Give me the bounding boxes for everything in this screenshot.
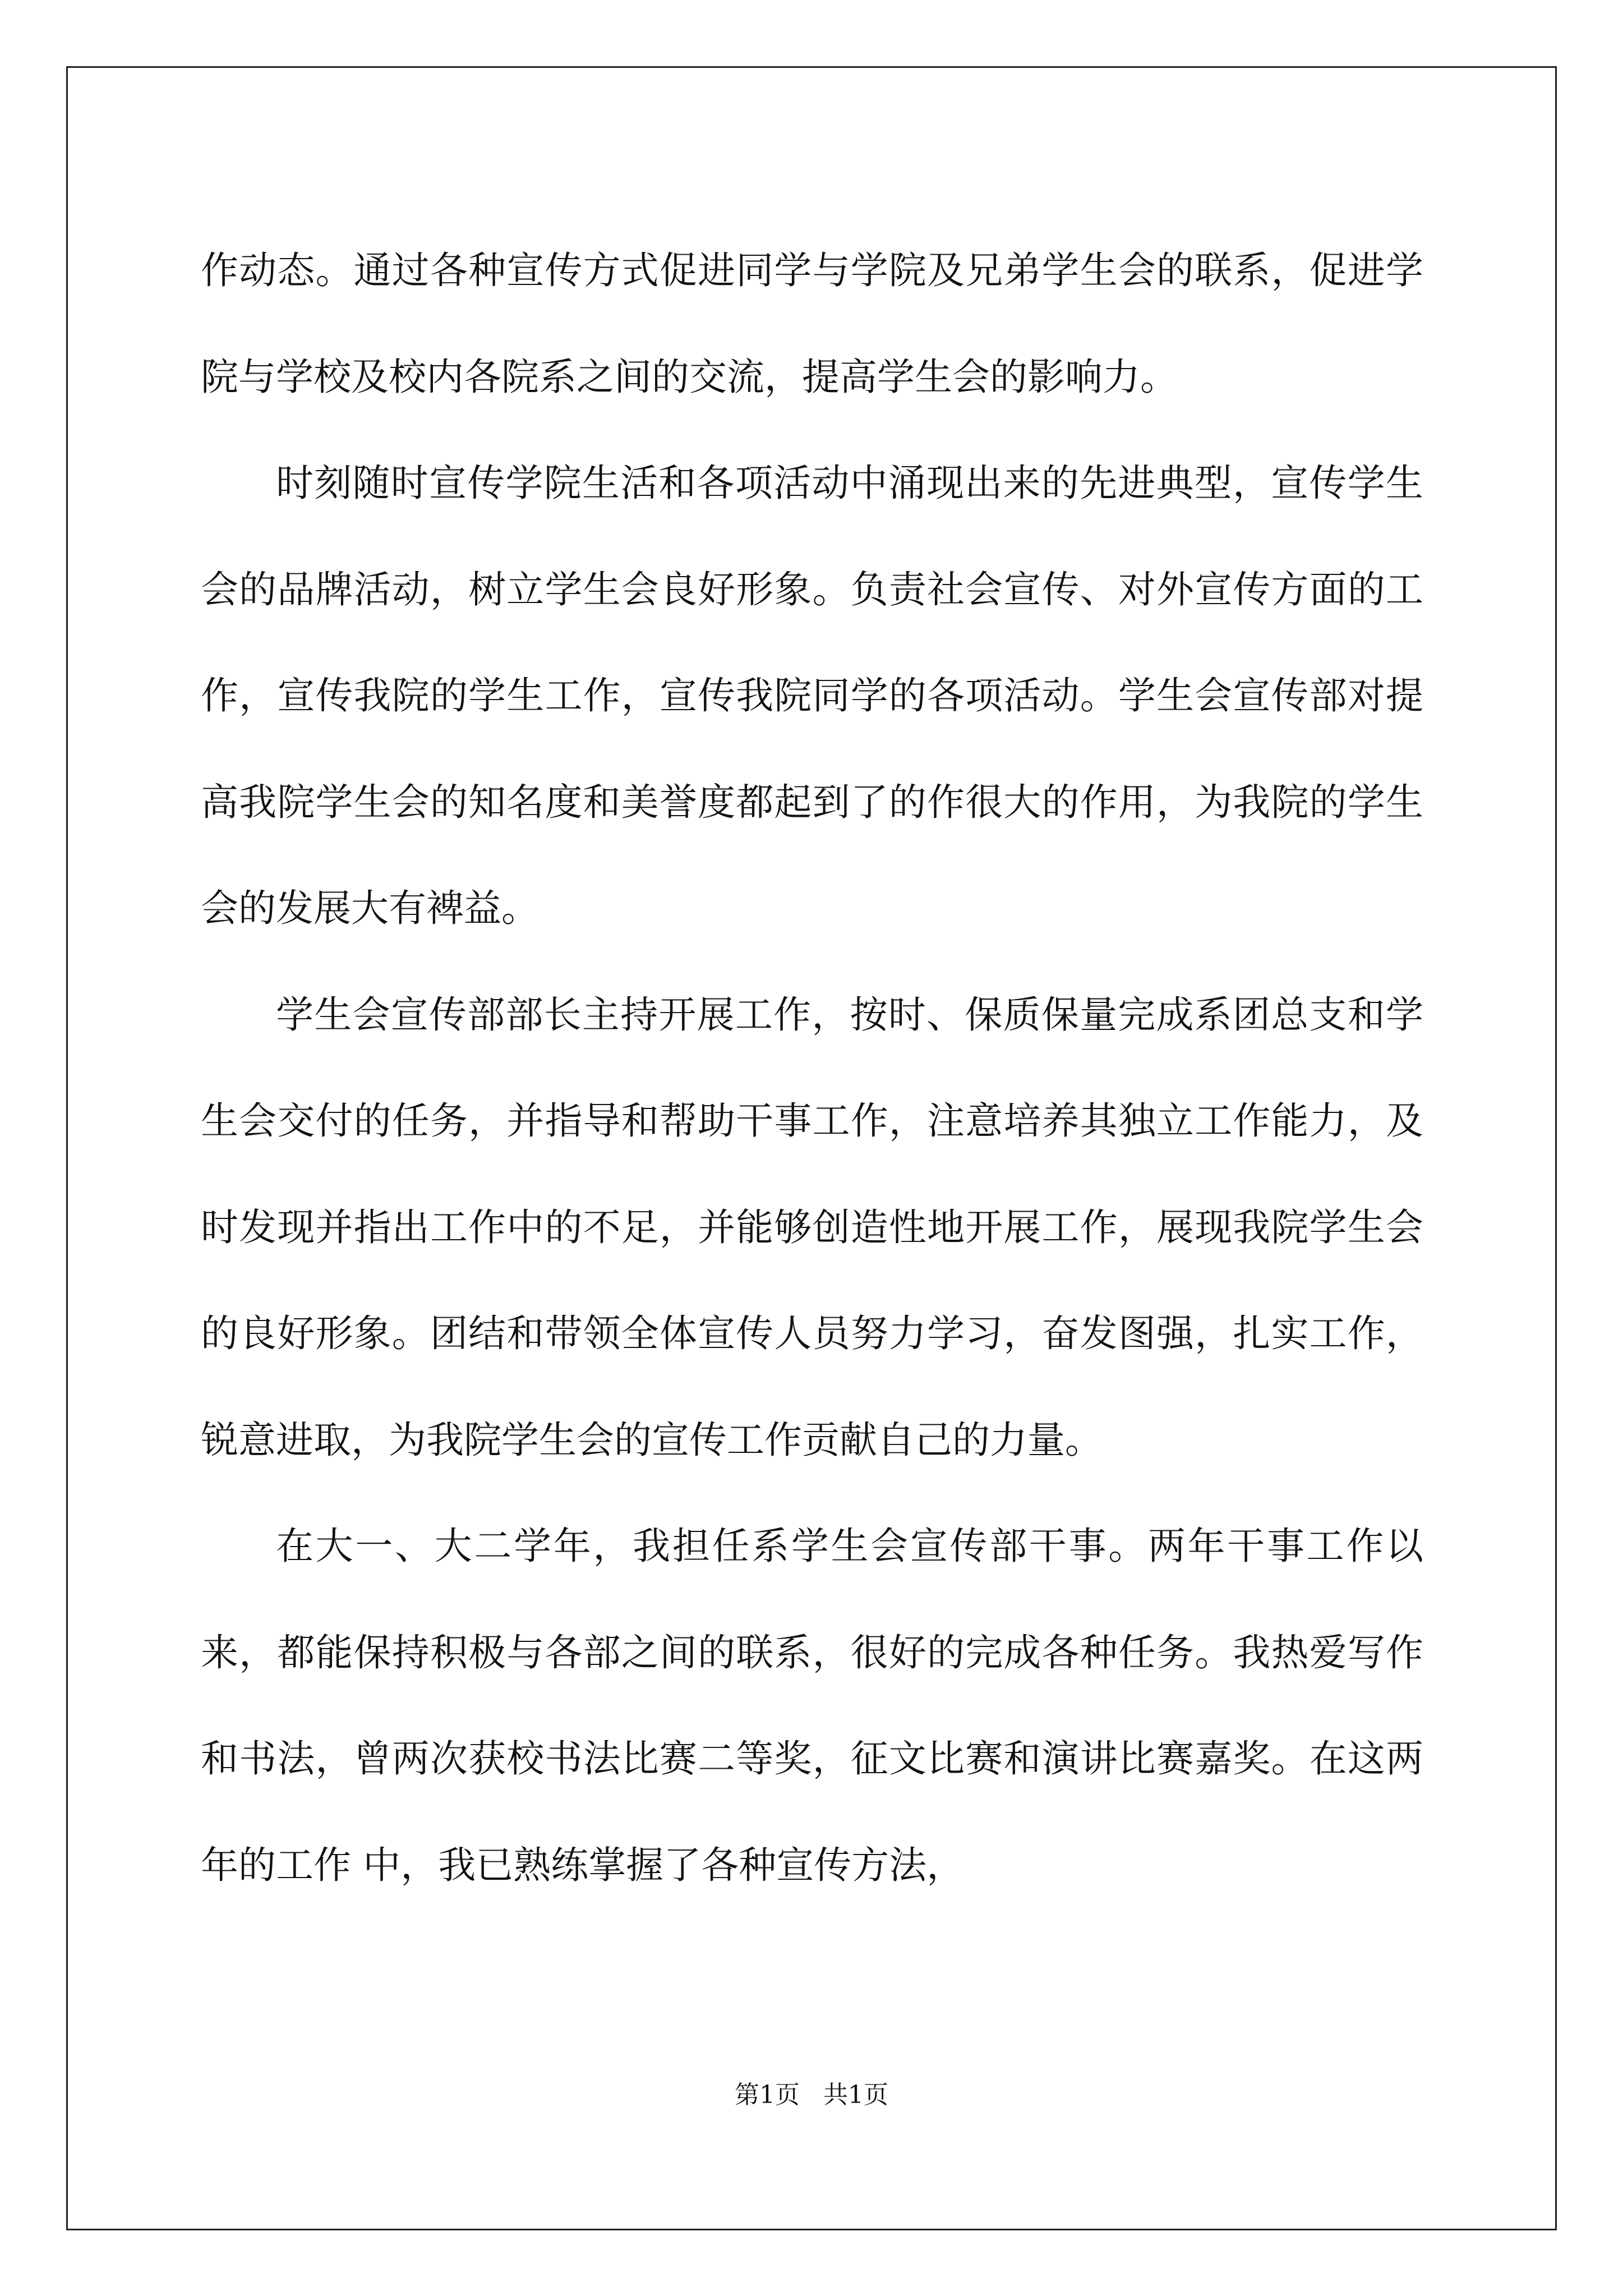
document-body — [201, 218, 1423, 1918]
paragraph-4: 在大一、大二学年，我担任系学生会宣传部干事。两年干事工作以来，都能保持积极与各部之间的联系，很好的完成各种任务。我热爱写作和书法，曾两次获校书法比赛二等奖，征文比赛和演讲比赛嘉奖。在这两年的工作 中，我已熟练掌握了各种宣传方法， — [201, 1524, 1423, 1887]
page-footer — [0, 2078, 1623, 2112]
footer-gap — [800, 2081, 823, 2109]
page-number-current: 第1页 — [735, 2081, 800, 2109]
paragraph-1: 作动态。通过各种宣传方式促进同学与学院及兄弟学生会的联系，促进学院与学校及校内各院系之间的交流，提高学生会的影响力。 — [201, 249, 1423, 399]
paragraph-2: 时刻随时宣传学院生活和各项活动中涌现出来的先进典型，宣传学生会的品牌活动，树立学生会良好形象。负责社会宣传、对外宣传方面的工作，宣传我院的学生工作，宣传我院同学的各项活动。学生会宣传部对提高我院学生会的知名度和美誉度都起到了的作很大的作用，为我院的学生会的发展大有裨益。 — [201, 461, 1423, 930]
page-number-total: 共1页 — [823, 2081, 888, 2109]
paragraph-3: 学生会宣传部部长主持开展工作，按时、保质保量完成系团总支和学生会交付的任务，并指导和帮助干事工作，注意培养其独立工作能力，及时发现并指出工作中的不足，并能够创造性地开展工作，展现我院学生会的良好形象。团结和带领全体宣传人员努力学习，奋发图强，扎实工作，锐意进取，为我院学生会的宣传工作贡献自己的力量。 — [201, 992, 1423, 1462]
